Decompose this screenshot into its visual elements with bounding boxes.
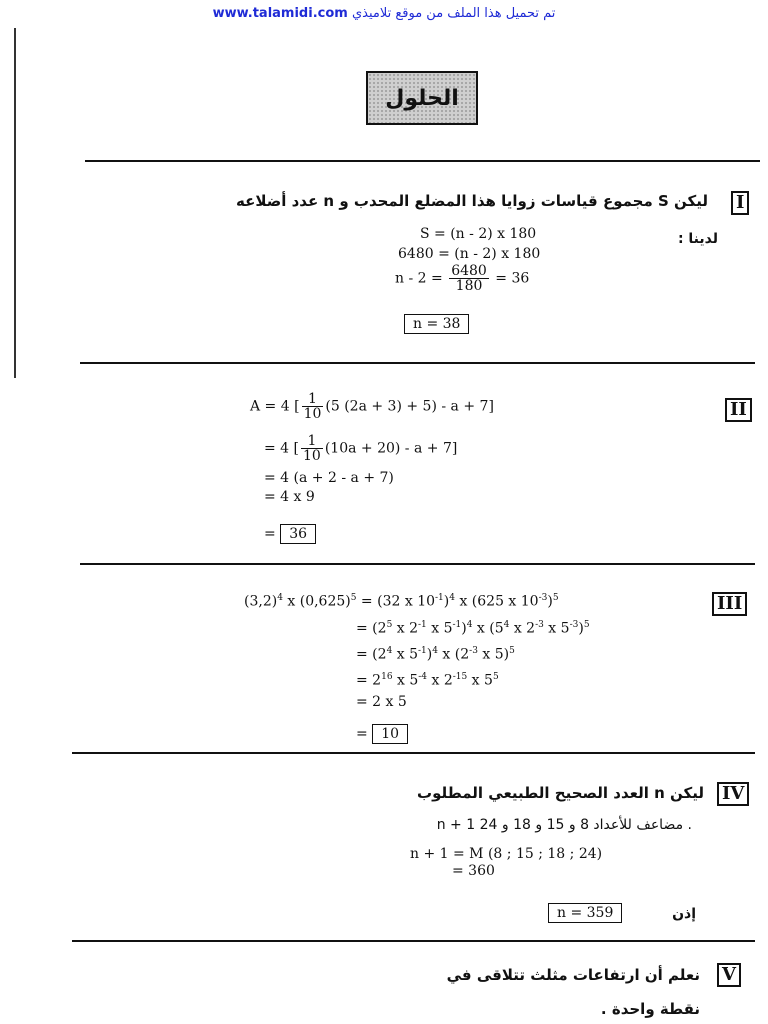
section-III-answer: 10 <box>372 724 408 744</box>
section-II-line2 <box>264 434 457 463</box>
section-IV-statement: ليكن n العدد الصحيح الطبيعي المطلوب <box>417 784 704 802</box>
divider <box>72 940 755 942</box>
section-I-fraction-numerator: 6480 <box>451 263 487 279</box>
section-numeral-II: II <box>725 398 752 422</box>
section-I-line3-lhs: n - 2 = <box>395 270 443 287</box>
section-numeral-III: III <box>712 592 747 616</box>
section-IV-answer: n = 359 <box>548 903 622 923</box>
section-II-line4: = 4 x 9 <box>264 489 315 505</box>
section-I-line3-rhs: = 36 <box>495 270 530 287</box>
section-numeral-IV: IV <box>717 782 749 806</box>
section-V-statement: نعلم أن ارتفاعات مثلث تتلاقى في <box>446 966 700 984</box>
section-II-result <box>264 524 316 544</box>
section-II-answer: 36 <box>280 524 316 544</box>
section-IV-line3: = 360 <box>452 863 495 879</box>
source-url[interactable]: www.talamidi.com <box>212 6 348 21</box>
page-title: الحلول <box>366 71 478 125</box>
section-II-line3: = 4 (a + 2 - a + 7) <box>264 470 394 486</box>
section-II-line1-fraction <box>302 392 324 421</box>
section-I-fraction-denominator: 180 <box>455 278 483 294</box>
section-numeral-I: I <box>731 191 749 215</box>
divider <box>80 563 755 565</box>
divider <box>85 160 760 162</box>
section-IV-line1: n + 1 مضاعف للأعداد 8 و 15 و 18 و 24 . <box>436 817 692 833</box>
frac-denominator: 10 <box>303 448 321 464</box>
section-II-line2-prefix: = 4 [ <box>264 440 299 457</box>
source-label: تم تحميل هذا الملف من موقع تلاميذي <box>351 6 556 21</box>
section-V-statement2: نقطة واحدة . <box>600 1000 700 1018</box>
section-III-line4: = $2^{16}$ x $5^{-4}$ x $2^{-15}$ x $5^5$ <box>356 672 499 689</box>
section-numeral-V: V <box>717 963 741 987</box>
section-I-line3 <box>395 264 529 293</box>
section-IV-conclusion: إذن <box>672 906 696 922</box>
section-I-given-label: لدينا : <box>677 231 718 247</box>
section-III-line3: = ($2^4$ x $5^{-1})^4$ x ($2^{-3}$ x 5)$^5$ <box>356 646 515 663</box>
section-III-result <box>356 724 408 744</box>
section-I-line1: S = (n - 2) x 180 <box>420 226 537 242</box>
frac-numerator: 1 <box>302 392 324 407</box>
section-I-fraction <box>449 264 489 293</box>
section-III-line5: = 2 x 5 <box>356 694 407 710</box>
frac-denominator: 10 <box>303 406 322 422</box>
section-II-line2-suffix: (10a + 20) - a + 7] <box>324 440 458 457</box>
section-II-line1 <box>250 392 494 421</box>
section-I-statement: ليكن S مجموع قياسات زوايا هذا المضلع المحدب و n عدد أضلاعه <box>236 192 708 210</box>
divider <box>80 362 755 364</box>
section-III-line2: = ($2^5$ x $2^{-1}$ x $5^{-1})^4$ x ($5^4$ x $2^{-3}$ x $5^{-3})^5$ <box>356 620 590 637</box>
source-header[interactable] <box>0 6 768 21</box>
section-II-line2-fraction <box>301 434 323 463</box>
section-I-answer: n = 38 <box>404 314 469 334</box>
scan-edge-line <box>14 28 16 378</box>
divider <box>72 752 755 754</box>
section-III-line1: $(3,2)^4$ x $(0,625)^5 = (32$ x $10^{-1})^4$ x (625 x $10^{-3})^5$ <box>244 593 559 610</box>
section-II-line1-suffix: (5 (2a + 3) + 5) - a + 7] <box>325 398 494 415</box>
section-II-line1-prefix: A = 4 [ <box>250 398 300 415</box>
section-I-line2: 6480 = (n - 2) x 180 <box>398 246 541 262</box>
frac-numerator: 1 <box>301 434 323 449</box>
equals-sign: = <box>264 526 276 542</box>
section-IV-line2: n + 1 = M (8 ; 15 ; 18 ; 24) <box>410 846 603 862</box>
equals-sign: = <box>356 726 368 742</box>
